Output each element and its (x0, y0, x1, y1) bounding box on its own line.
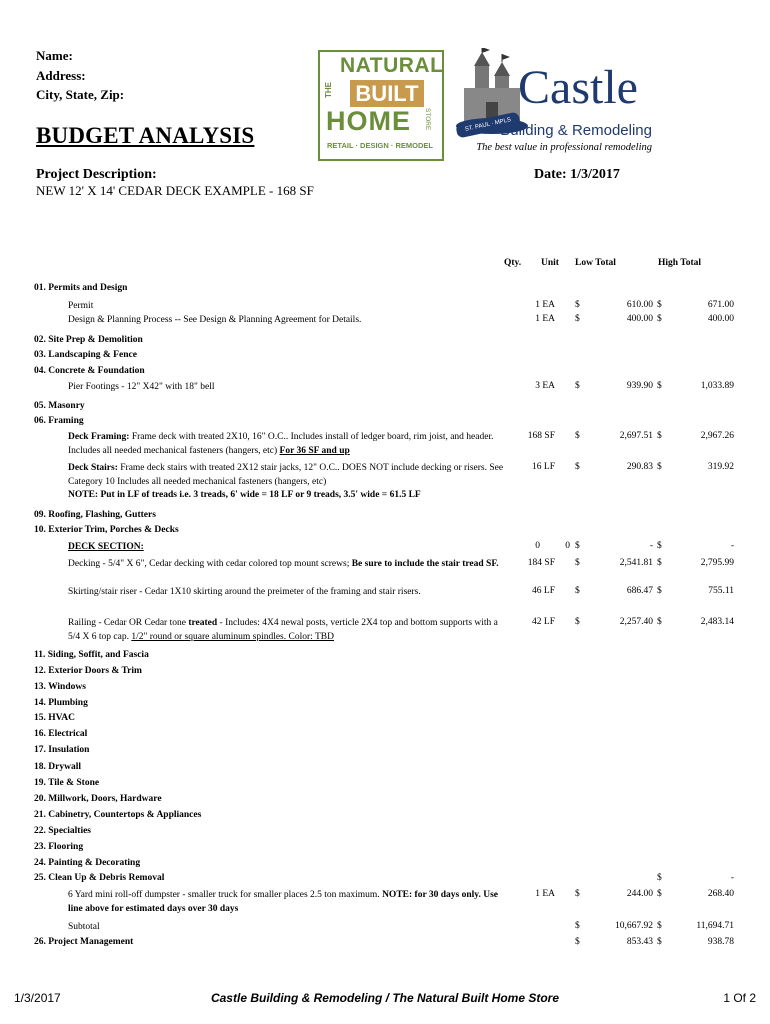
footer-page: 1 Of 2 (723, 991, 756, 1005)
category-06: 06. Framing (34, 416, 84, 426)
item-permit-qty: 1 EA (535, 300, 555, 310)
category-20: 20. Millwork, Doors, Hardware (34, 794, 162, 804)
item-railing-high: 2,483.14 (700, 617, 734, 627)
category-17: 17. Insulation (34, 745, 90, 755)
item-framing-high: 2,967.26 (700, 431, 734, 441)
item-dumpster-note: NOTE: for 30 days only. Use line above for estimated days over 30 days (68, 890, 499, 914)
dollar-sign: $ (575, 617, 580, 627)
dollar-sign: $ (657, 300, 662, 310)
dollar-sign: $ (575, 300, 580, 310)
dollar-sign: $ (657, 314, 662, 324)
category-24: 24. Painting & Decorating (34, 858, 141, 868)
dollar-sign: $ (575, 381, 580, 391)
item-design-high: 400.00 (707, 314, 734, 324)
date-label: Date: 1/3/2017 (534, 167, 620, 182)
item-railing-desc (68, 617, 508, 644)
item-stairs-note: NOTE: Put in LF of treads i.e. 3 treads, 6' wide = 18 LF or 9 treads, 3.5' wide = 61.5 LF (68, 490, 421, 500)
dollar-sign: $ (575, 314, 580, 324)
category-13: 13. Windows (34, 682, 86, 692)
category-09: 09. Roofing, Flashing, Gutters (34, 510, 156, 520)
item-stairs-low: 290.83 (626, 462, 653, 472)
item-skirting-high: 755.11 (708, 586, 734, 596)
logo-natural: NATURAL (340, 54, 444, 77)
category-05: 05. Masonry (34, 401, 85, 411)
page-title: BUDGET ANALYSIS (36, 123, 255, 148)
castle-name: Castle (518, 61, 638, 114)
item-decking-text: Decking - 5/4" X 6", Cedar decking with cedar colored top mount screws; (68, 559, 350, 569)
col-high-total: High Total (658, 258, 702, 268)
item-subtotal-low: 10,667.92 (615, 921, 653, 931)
item-decking-high: 2,795.99 (700, 558, 734, 568)
dollar-sign: $ (575, 586, 580, 596)
item-pier-low: 939.90 (626, 381, 653, 391)
item-deck-section-low: - (649, 541, 653, 551)
item-permit-low: 610.00 (626, 300, 653, 310)
category-11: 11. Siding, Soffit, and Fascia (34, 650, 149, 660)
dollar-sign: $ (575, 889, 580, 899)
item-clean-blank-high: - (730, 873, 734, 883)
item-framing-qty: 168 SF (527, 431, 555, 441)
item-decking-note: Be sure to include the stair tread SF. (351, 559, 499, 569)
dollar-sign: $ (657, 558, 662, 568)
item-skirting-qty: 46 LF (532, 586, 555, 596)
item-stairs-desc (68, 462, 508, 503)
dollar-sign: $ (657, 889, 662, 899)
item-stairs-text: Frame deck stairs with treated 2X12 stair jacks, 12" O.C.. DOES NOT include decking or risers. See Category 10 Includes all needed mechanical fasteners (hangers, etc) (68, 463, 504, 487)
item-railing-text-c: - Includes: 4X4 newal posts, verticle 2X4 top and bottom supports with a 5/4 X 6 top cap. (68, 618, 498, 642)
category-04: 04. Concrete & Foundation (34, 366, 145, 376)
category-14: 14. Plumbing (34, 698, 88, 708)
logo-home: HOME (326, 106, 411, 136)
item-deck-section-unit: 0 (565, 541, 570, 551)
category-02: 02. Site Prep & Demolition (34, 335, 143, 345)
item-design-desc: Design & Planning Process -- See Design & Planning Agreement for Details. (68, 315, 362, 325)
item-deck-section-desc: DECK SECTION: (68, 542, 144, 552)
item-railing-text-b: treated (188, 618, 218, 628)
category-26: 26. Project Management (34, 937, 134, 947)
item-decking-low: 2,541.81 (619, 558, 653, 568)
dollar-sign: $ (657, 431, 662, 441)
category-03: 03. Landscaping & Fence (34, 350, 137, 360)
castle-logo (452, 48, 652, 160)
item-skirting-desc: Skirting/stair riser - Cedar 1X10 skirting around the preimeter of the framing and stair risers. (68, 587, 421, 597)
project-description: NEW 12' X 14' CEDAR DECK EXAMPLE - 168 SF (36, 183, 314, 198)
dollar-sign: $ (657, 617, 662, 627)
category-10: 10. Exterior Trim, Porches & Decks (34, 525, 179, 535)
item-dumpster-desc (68, 889, 508, 916)
item-framing-desc (68, 431, 508, 458)
item-framing-label: Deck Framing: (68, 432, 130, 442)
footer-center: Castle Building & Remodeling / The Natural Built Home Store (210, 991, 560, 1005)
dollar-sign: $ (657, 462, 662, 472)
item-dumpster-text: 6 Yard mini roll-off dumpster - smaller truck for smaller places 2.5 ton maximum. (68, 890, 380, 900)
dollar-sign: $ (657, 921, 662, 931)
dollar-sign: $ (575, 937, 580, 947)
item-dumpster-low: 244.00 (626, 889, 653, 899)
category-25: 25. Clean Up & Debris Removal (34, 873, 165, 883)
dollar-sign: $ (657, 381, 662, 391)
category-15: 15. HVAC (34, 713, 75, 723)
dollar-sign: $ (657, 937, 662, 947)
castle-tagline: The best value in professional remodeling (476, 142, 652, 153)
item-decking-desc (68, 558, 508, 572)
item-framing-note: For 36 SF and up (279, 445, 350, 456)
category-22: 22. Specialties (34, 826, 91, 836)
category-19: 19. Tile & Stone (34, 778, 100, 788)
category-12: 12. Exterior Doors & Trim (34, 666, 142, 676)
col-unit: Unit (541, 258, 559, 268)
item-railing-text-a: Railing - Cedar OR Cedar tone (68, 618, 186, 628)
logo-the: THE (324, 82, 333, 98)
item-deck-section-qty: 0 (535, 541, 540, 551)
category-01: 01. Permits and Design (34, 283, 128, 293)
item-railing-low: 2,257.40 (619, 617, 653, 627)
item-stairs-qty: 16 LF (532, 462, 555, 472)
category-16: 16. Electrical (34, 729, 88, 739)
item-framing-low: 2,697.51 (619, 431, 653, 441)
city-label: City, State, Zip: (36, 87, 125, 102)
natural-built-home-logo (318, 50, 444, 161)
item-dumpster-high: 268.40 (707, 889, 734, 899)
item-pier-qty: 3 EA (535, 381, 555, 391)
item-railing-qty: 42 LF (532, 617, 555, 627)
name-label: Name: (36, 48, 73, 63)
item-stairs-high: 319.92 (707, 462, 734, 472)
item-stairs-label: Deck Stairs: (68, 463, 118, 473)
item-deck-section-high: - (730, 541, 734, 551)
dollar-sign: $ (575, 431, 580, 441)
dollar-sign: $ (657, 541, 662, 551)
item-permit-high: 671.00 (707, 300, 734, 310)
dollar-sign: $ (657, 586, 662, 596)
item-dumpster-qty: 1 EA (535, 889, 555, 899)
col-qty: Qty. (504, 258, 522, 268)
item-subtotal-desc: Subtotal (68, 922, 100, 932)
item-framing-text: Frame deck with treated 2X10, 16" O.C.. Includes install of ledger board, rim joist, and header. Includes all needed mechanical fasteners (hangers, etc) (68, 432, 494, 456)
castle-badge: ST. PAUL · MPLS (455, 111, 521, 138)
address-label: Address: (36, 68, 86, 83)
dollar-sign: $ (575, 558, 580, 568)
logo-tagline: RETAIL · DESIGN · REMODEL (327, 141, 433, 150)
dollar-sign: $ (575, 541, 580, 551)
item-design-low: 400.00 (626, 314, 653, 324)
dollar-sign: $ (575, 462, 580, 472)
logo-built: BUILT (350, 80, 424, 107)
item-permit-desc: Permit (68, 301, 94, 311)
castle-subtitle: Building & Remodeling (500, 122, 652, 139)
project-label: Project Description: (36, 167, 157, 182)
item-pm-low: 853.43 (626, 937, 653, 947)
item-pier-desc: Pier Footings - 12" X42" with 18" bell (68, 382, 215, 392)
dollar-sign: $ (575, 921, 580, 931)
category-18: 18. Drywall (34, 762, 81, 772)
item-decking-qty: 184 SF (527, 558, 555, 568)
item-pm-high: 938.78 (707, 937, 734, 947)
dollar-sign: $ (657, 873, 662, 883)
col-low-total: Low Total (575, 258, 616, 268)
item-railing-text-d: 1/2" round or square aluminum spindles. Color: TBD (131, 631, 334, 642)
footer-date: 1/3/2017 (14, 991, 61, 1005)
item-skirting-low: 686.47 (626, 586, 653, 596)
logo-store: STORE (424, 108, 431, 131)
category-21: 21. Cabinetry, Countertops & Appliances (34, 810, 202, 820)
item-design-qty: 1 EA (535, 314, 555, 324)
item-subtotal-high: 11,694.71 (696, 921, 734, 931)
category-23: 23. Flooring (34, 842, 84, 852)
item-pier-high: 1,033.89 (700, 381, 734, 391)
